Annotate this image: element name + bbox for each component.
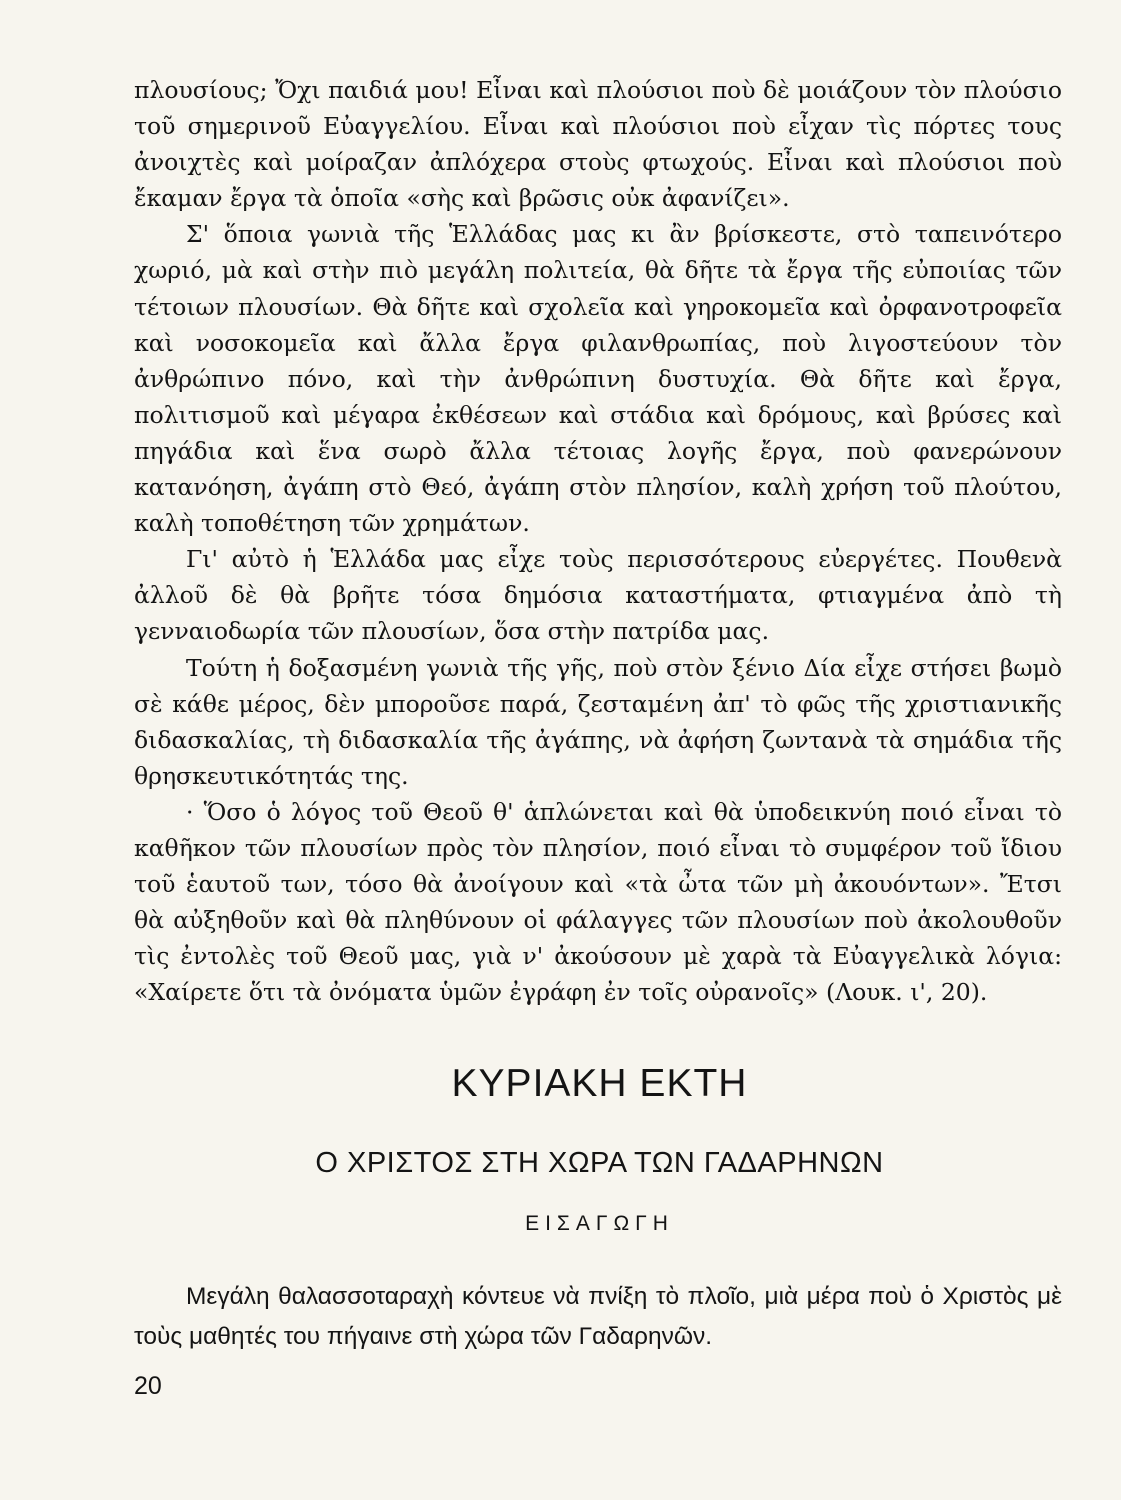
intro-paragraph: Μεγάλη θαλασσοταραχὴ κόντευε νὰ πνίξη τὸ πλοῖο, μιὰ μέρα ποὺ ὁ Χριστὸς μὲ τοὺς μαθητές του πήγαινε στὴ χώρα τῶν Γαδαρηνῶν. <box>134 1283 1062 1350</box>
body-text <box>134 72 1062 1010</box>
paragraph: · Ὅσο ὁ λόγος τοῦ Θεοῦ θ' ἁπλώνεται καὶ θὰ ὑποδεικνύη ποιό εἶναι τὸ καθῆκον τῶν πλουσίων πρὸς τὸν πλησίον, ποιό εἶναι τὸ συμφέρον τοῦ ἴδιου τοῦ ἑαυτοῦ των, τόσο θὰ ἀνοίγουν καὶ «τὰ ὦτα τῶν μὴ ἀκουόντων». Ἔτσι θὰ αὐξηθοῦν καὶ θὰ πληθύνουν οἱ φάλαγγες τῶν πλουσίων ποὺ ἀκολουθοῦν τὶς ἐντολὲς τοῦ Θεοῦ μας, γιὰ ν' ἀκούσουν μὲ χαρὰ τὰ Εὐαγγελικὰ λόγια: «Χαίρετε ὅτι τὰ ὀνόματα ὑμῶν ἐγράφη ἐν τοῖς οὐρανοῖς» (Λουκ. ι', 20). <box>134 797 1062 1007</box>
paragraph: Τούτη ἡ δοξασμένη γωνιὰ τῆς γῆς, ποὺ στὸν ξένιο Δία εἶχε στήσει βωμὸ σὲ κάθε μέρος, δὲν μποροῦσε παρά, ζεσταμένη ἀπ' τὸ φῶς τῆς χριστιανικῆς διδασκαλίας, τὴ διδασκαλία τῆς ἀγάπης, νὰ ἀφήση ζωντανὰ τὰ σημάδια τῆς θρησκευτικότητάς της. <box>134 653 1062 790</box>
chapter-subtitle: Ο ΧΡΙΣΤΟΣ ΣΤΗ ΧΩΡΑ ΤΩΝ ΓΑΔΑΡΗΝΩΝ <box>315 1147 884 1179</box>
paragraph: Σ' ὅποια γωνιὰ τῆς Ἑλλάδας μας κι ἂν βρίσκεστε, στὸ ταπεινότερο χωριό, μὰ καὶ στὴν πιὸ μεγάλη πολιτεία, θὰ δῆτε τὰ ἔργα τῆς εὐποιίας τῶν τέτοιων πλουσίων. Θὰ δῆτε καὶ σχολεῖα καὶ γηροκομεῖα καὶ ὀρφανοτροφεῖα καὶ νοσοκομεῖα καὶ ἄλλα ἔργα φιλανθρωπίας, ποὺ λιγοστεύουν τὸν ἀνθρώπινο πόνο, καὶ τὴν ἀνθρώπινη δυστυχία. Θὰ δῆτε καὶ ἔργα, πολιτισμοῦ καὶ μέγαρα ἐκθέσεων καὶ στάδια καὶ δρόμους, καὶ βρύσες καὶ πηγάδια καὶ ἕνα σωρὸ ἄλλα τέτοιας λογῆς ἔργα, ποὺ φανερώνουν κατανόηση, ἀγάπη στὸ Θεό, ἀγάπη στὸν πλησίον, καλὴ χρήση τοῦ πλούτου, καλὴ τοποθέτηση τῶν χρημάτων. <box>134 220 1062 538</box>
chapter-title: ΚΥΡΙΑΚΗ ΕΚΤΗ <box>451 1062 748 1105</box>
page-number: 20 <box>134 1372 162 1400</box>
paragraph: Γι' αὐτὸ ἡ Ἑλλάδα μας εἶχε τοὺς περισσότερους εὐεργέτες. Πουθενὰ ἀλλοῦ δὲ θὰ βρῆτε τόσα δημόσια καταστήματα, φτιαγμένα ἀπὸ τὴ γενναιοδωρία τῶν πλουσίων, ὅσα στὴν πατρίδα μας. <box>134 545 1062 646</box>
paragraph: πλουσίους; Ὄχι παιδιά μου! Εἶναι καὶ πλούσιοι ποὺ δὲ μοιάζουν τὸν πλούσιο τοῦ σημερινοῦ Εὐαγγελίου. Εἶναι καὶ πλούσιοι ποὺ εἶχαν τὶς πόρτες τους ἀνοιχτὲς καὶ μοίραζαν ἀπλόχερα στοὺς φτωχούς. Εἶναι καὶ πλούσιοι ποὺ ἔκαμαν ἔργα τὰ ὁποῖα «σὴς καὶ βρῶσις οὐκ ἀφανίζει». <box>134 76 1062 213</box>
section-heading: ΕΙΣΑΓΩΓΗ <box>525 1212 674 1235</box>
intro-text <box>134 1277 1062 1357</box>
